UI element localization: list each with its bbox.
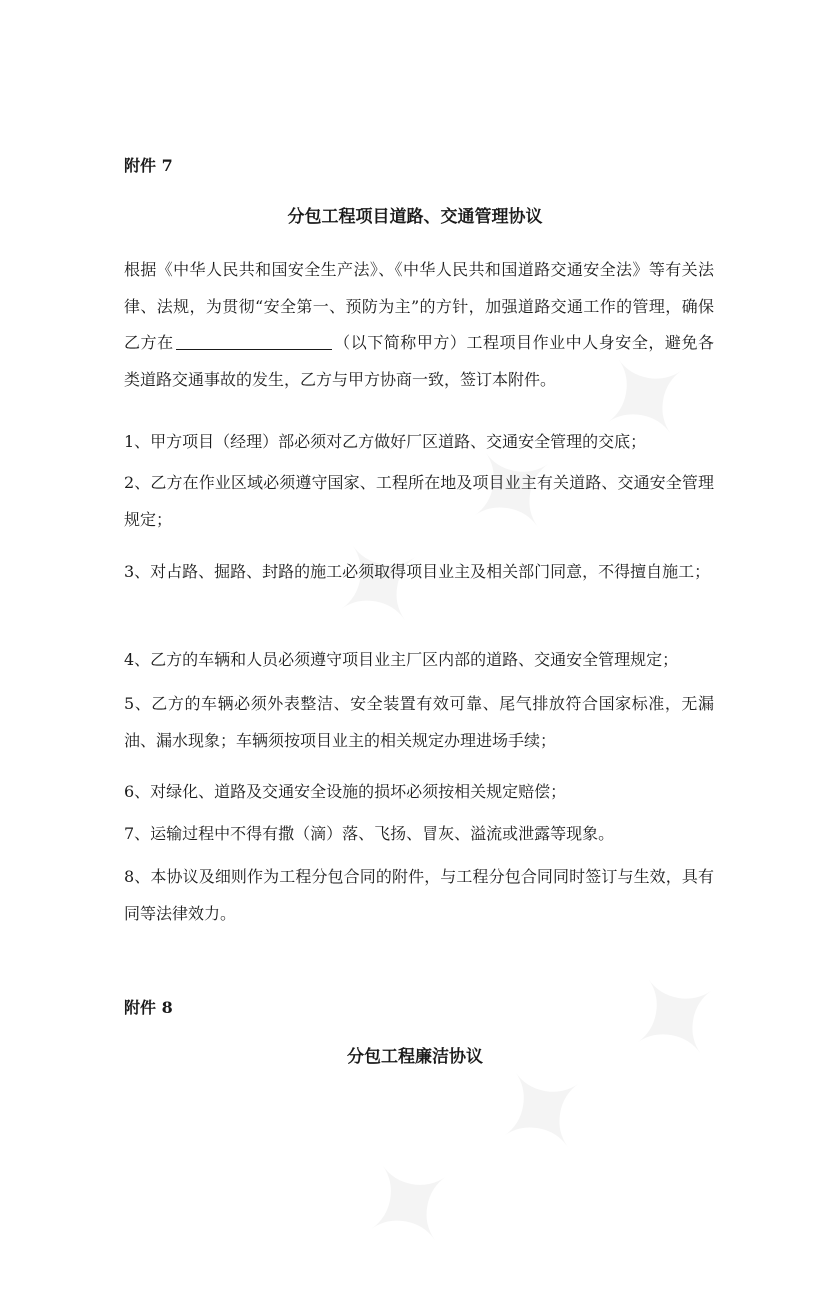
blank-field xyxy=(176,333,332,350)
annex7-title: 分包工程项目道路、交通管理协议 xyxy=(287,207,543,227)
annex8-title: 分包工程廉洁协议 xyxy=(347,1047,483,1067)
clause-5: 5、乙方的车辆必须外表整洁、安全装置有效可靠、尾气排放符合国家标准，无漏油、漏水现象；车辆须按项目业主的相关规定办理进场手续； xyxy=(124,694,714,750)
intro-part2: （以下简称甲方）工程项目作业中人身安全，避免各类道路交通事故的发生，乙方与甲方协商一致，签订本附件。 xyxy=(124,333,714,389)
intro-part1: 根据《中华人民共和国安全生产法》、《中华人民共和国道路交通安全法》等有关法律、法规，为贯彻“安全第一、预防为主”的方针，加强道路交通工作的管理，确保乙方在 xyxy=(124,260,714,352)
annex7-intro xyxy=(124,252,714,398)
annex7-heading: 附件 7 xyxy=(124,156,173,175)
clause-7: 7、运输过程中不得有撒（滴）落、飞扬、冒灰、溢流或泄露等现象。 xyxy=(124,824,615,843)
watermark xyxy=(329,928,765,1291)
clause-4: 4、乙方的车辆和人员必须遵守项目业主厂区内部的道路、交通安全管理规定； xyxy=(124,650,679,669)
clause-2: 2、乙方在作业区域必须遵守国家、工程所在地及项目业主有关道路、交通安全管理规定； xyxy=(124,473,714,529)
clause-1: 1、甲方项目（经理）部必须对乙方做好厂区道路、交通安全管理的交底； xyxy=(124,432,647,451)
annex8-heading: 附件 8 xyxy=(124,998,173,1017)
clause-6: 6、对绿化、道路及交通安全设施的损坏必须按相关规定赔偿； xyxy=(124,782,567,801)
clause-8: 8、本协议及细则作为工程分包合同的附件，与工程分包合同同时签订与生效，具有同等法律效力。 xyxy=(124,867,714,923)
clause-3: 3、对占路、掘路、封路的施工必须取得项目业主及相关部门同意，不得擅自施工； xyxy=(124,562,711,581)
